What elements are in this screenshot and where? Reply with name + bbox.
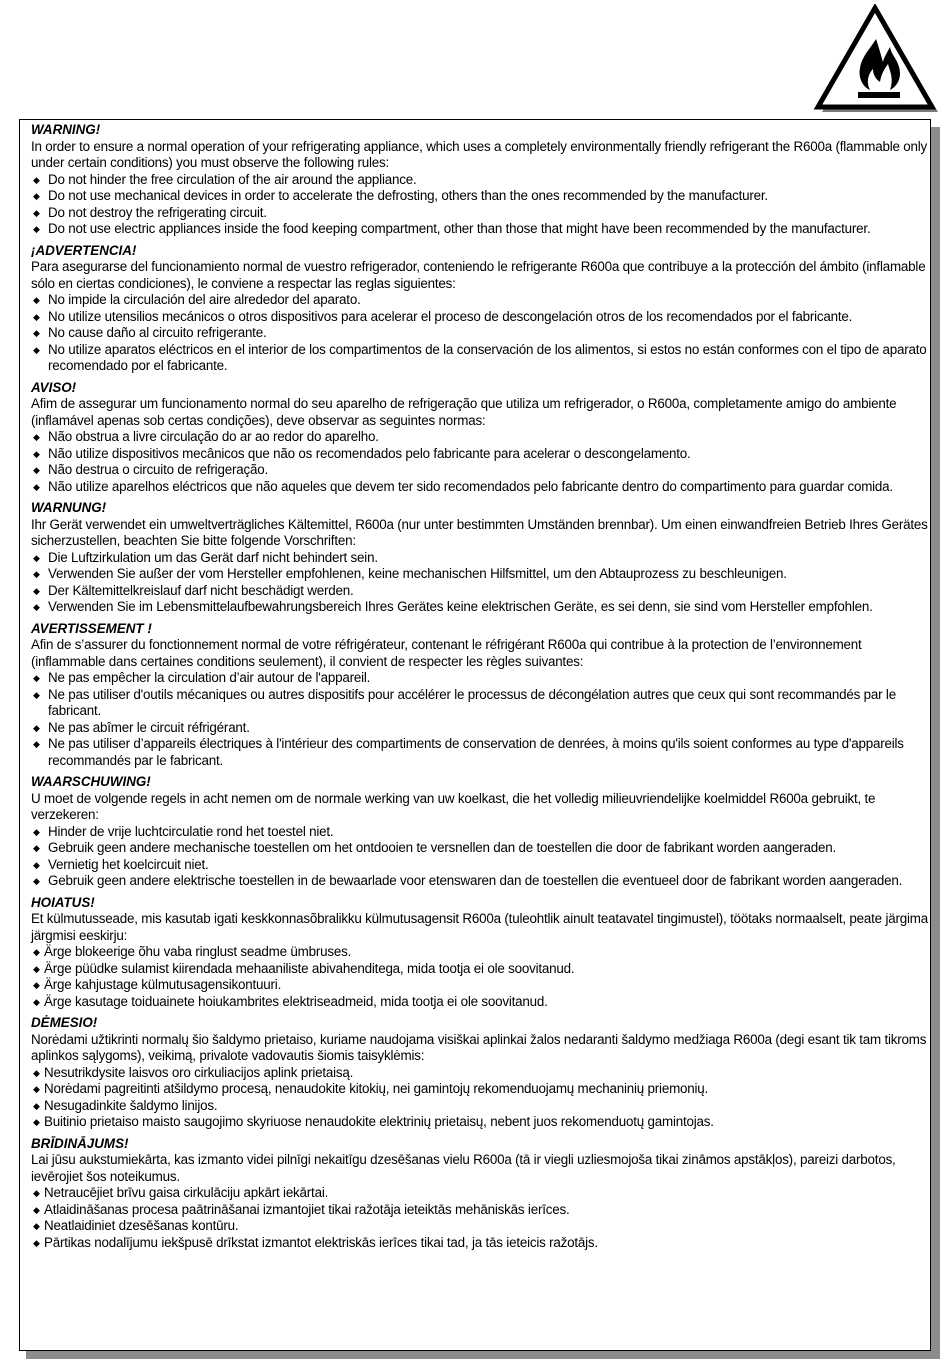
section-intro: Afim de assegurar um funcionamento normal do seu aparelho de refrigeração que utiliza um refrigerador, o R600a, completamente amigo do ambiente (inflamável apenas sob certas condições), deve observar as seguintes normas: [31, 396, 897, 428]
section-heading: DĖMESIO! [31, 1015, 98, 1030]
diamond-bullet-icon: ◆ [33, 673, 40, 683]
rule-item: ◆ Nesutrikdysite laisvos oro cirkuliacijos aplink prietaisą. [33, 1064, 354, 1080]
diamond-bullet-icon: ◆ [33, 191, 40, 201]
rule-list [31, 550, 930, 616]
section-intro: Para asegurarse del funcionamiento normal de vuestro refrigerador, conteniendo le refrigerante R600a que contribuye a la protección del ámbito (inflamable sólo en ciertas condiciones), le conviene a respectar las reglas siguientes: [31, 259, 926, 291]
rule-item: ◆ Norėdami pagreitinti atšildymo procesą, nenaudokite kitokių, nei gamintojų rekomenduojamų mechaninių priemonių. [33, 1081, 709, 1096]
rule-list [31, 1065, 930, 1131]
diamond-bullet-icon: ◆ [33, 843, 40, 853]
flammable-warning-icon [810, 4, 944, 118]
diamond-bullet-icon: ◆ [33, 1084, 40, 1094]
diamond-bullet-icon: ◆ [33, 1188, 40, 1198]
diamond-bullet-icon: ◆ [33, 328, 40, 338]
section-intro: Ihr Gerät verwendet ein umweltverträgliches Kältemittel, R600a (nur unter bestimmten Umständen brennbar). Um einen einwandfreien Betrieb Ihres Gerätes sicherzustellen, beachten Sie bitte folgende Vorschriften: [31, 516, 928, 548]
rule-item: ◆ Vernietig het koelcircuit niet. [33, 856, 209, 872]
section-intro: Norėdami užtikrinti normalų šio šaldymo prietaiso, kuriame naudojama visiškai aplinkai žalos nedaranti šaldymo medžiaga R600a (degi esant tik tam tikroms aplinkos sąlygoms), veikimą, privalote vadovautis šiomis taisyklėmis: [31, 1031, 927, 1063]
diamond-bullet-icon: ◆ [33, 996, 40, 1007]
rule-item: ◆ Der Kältemittelkreislauf darf nicht beschädigt werden. [33, 582, 354, 598]
diamond-bullet-icon: ◆ [33, 876, 40, 886]
warning-section-lv [31, 1136, 930, 1252]
diamond-bullet-icon: ◆ [33, 585, 40, 596]
rule-item: ◆ No utilize aparatos eléctricos en el interior de los compartimentos de la conservación de los alimentos, si estos no están conformes con el tipo de aparato recomendado por el fabricante. [33, 341, 927, 373]
rule-item: ◆ Ne pas empêcher la circulation d’air autour de l'appareil. [33, 670, 371, 685]
section-heading: WARNING! [31, 122, 101, 137]
warning-section-lt [31, 1015, 930, 1131]
rule-item: ◆ Die Luftzirkulation um das Gerät darf nicht behindert sein. [33, 549, 378, 565]
rule-item: ◆ Neatlaidiniet dzesēšanas kontūru. [33, 1218, 239, 1233]
section-heading: AVISO! [31, 379, 77, 395]
rule-item: ◆ Pārtikas nodalījumu iekšpusē drīkstat izmantot elektriskās ierīces tikai tad, ja tās ieteicis ražotājs. [33, 1234, 598, 1250]
section-intro: Afin de s’assurer du fonctionnement normal de votre réfrigérateur, contenant le réfrigérant R600a qui contribue à la protection de l’environnement (inflammable dans certaines conditions seulement), il convient de respecter les règles suivantes: [31, 637, 862, 669]
section-heading: WAARSCHUWING! [31, 774, 151, 789]
rule-item: ◆ Buitinio prietaiso maisto saugojimo skyriuose nenaudokite elektrinių prietaisų, nebent juos rekomenduotų gamintojas. [33, 1114, 714, 1129]
rule-item: ◆ Não obstrua a livre circulação do ar ao redor do aparelho. [33, 429, 379, 444]
rule-item: ◆ Não utilize dispositivos mecânicos que não os recomendados pelo fabricante para acelerar o descongelamento. [33, 445, 691, 461]
section-heading: AVERTISSEMENT ! [31, 620, 152, 636]
rule-item: ◆ Gebruik geen andere mechanische toestellen om het ontdooien te versnellen dan de toestellen die door de fabrikant worden aangeraden. [33, 840, 837, 855]
rule-item: ◆ Ärge kasutage toiduainete hoiukambrites elektriseadmeid, mida tootja ei ole soovitanud. [33, 993, 548, 1009]
rule-item: ◆ Do not use electric appliances inside the food keeping compartment, other than those that might have been recommended by the manufacturer. [33, 221, 871, 236]
diamond-bullet-icon: ◆ [33, 1067, 40, 1078]
rule-list [31, 429, 930, 495]
rule-list [31, 670, 930, 769]
diamond-bullet-icon: ◆ [33, 689, 40, 700]
diamond-bullet-icon: ◆ [33, 602, 40, 612]
diamond-bullet-icon: ◆ [33, 174, 40, 185]
rule-item: ◆ Do not destroy the refrigerating circuit. [33, 204, 267, 220]
rule-item: ◆ Não utilize aparelhos eléctricos que não aqueles que devem ter sido recomendados pelo fabricante dentro do compartimento para guardar comida. [33, 478, 893, 494]
diamond-bullet-icon: ◆ [33, 859, 40, 870]
rule-list [31, 944, 930, 1010]
diamond-bullet-icon: ◆ [33, 1221, 40, 1231]
section-heading: HOIATUS! [31, 894, 95, 910]
rule-item: ◆ Gebruik geen andere elektrische toestellen in de bewaarlade voor etenswaren dan de toestellen die eventueel door de fabrikant worden aangeraden. [33, 873, 903, 888]
diamond-bullet-icon: ◆ [33, 224, 40, 234]
rule-list [31, 1185, 930, 1251]
diamond-bullet-icon: ◆ [33, 722, 40, 733]
diamond-bullet-icon: ◆ [33, 826, 40, 837]
diamond-bullet-icon: ◆ [33, 980, 40, 990]
warning-section-en [31, 122, 930, 238]
diamond-bullet-icon: ◆ [33, 739, 40, 749]
diamond-bullet-icon: ◆ [33, 569, 40, 579]
rule-list [31, 172, 930, 238]
rule-item: ◆ Verwenden Sie im Lebensmittelaufbewahrungsbereich Ihres Gerätes keine elektrischen Geräte, es sei denn, sie sind vom Hersteller empfohlen. [33, 599, 873, 614]
rule-item: ◆ No utilize utensilios mecánicos o otros dispositivos para acelerar el proceso de descongelación otros de los recomendados por el fabricante. [33, 308, 853, 324]
section-intro: Et külmutusseade, mis kasutab igati keskkonnasõbralikku külmutusagensit R600a (tuleohtlik ainult teatavatel tingimustel), töötaks normaalselt, peate järgima järgmisi eeskirju: [31, 911, 928, 943]
diamond-bullet-icon: ◆ [33, 552, 40, 563]
diamond-bullet-icon: ◆ [33, 1100, 40, 1111]
rule-item: ◆ Ärge kahjustage külmutusagensikontuuri. [33, 977, 282, 992]
diamond-bullet-icon: ◆ [33, 207, 40, 218]
rule-item: ◆ Hinder de vrije luchtcirculatie rond het toestel niet. [33, 823, 334, 839]
section-intro: In order to ensure a normal operation of your refrigerating appliance, which uses a completely environmentally friendly refrigerant the R600a (flammable only under certain conditions) you must observe the following rules: [31, 138, 928, 170]
section-intro: Lai jūsu aukstumiekārta, kas izmanto videi pilnīgi nekaitīgu dzesēšanas vielu R600a (tā ir viegli uzliesmojoša tikai zināmos apstākļos), pareizi darbotos, ievērojiet šos noteikumus. [31, 1152, 896, 1184]
diamond-bullet-icon: ◆ [33, 295, 40, 305]
diamond-bullet-icon: ◆ [33, 432, 40, 442]
diamond-bullet-icon: ◆ [33, 947, 40, 957]
rule-item: ◆ Verwenden Sie außer der vom Hersteller empfohlenen, keine mechanischen Hilfsmittel, um den Abtauprozess zu beschleunigen. [33, 566, 787, 581]
warning-section-nl [31, 774, 930, 890]
warning-section-et [31, 895, 930, 1011]
rule-item: ◆ No cause daño al circuito refrigerante. [33, 325, 267, 340]
rule-item: ◆ Ne pas utiliser d'outils mécaniques ou autres dispositifs pour accélérer le processus de décongélation autres que ceux qui sont recommandés par le fabricant. [33, 686, 896, 718]
section-heading: BRĪDINĀJUMS! [31, 1135, 129, 1151]
rule-list [31, 824, 930, 890]
rule-item: ◆ Netraucējiet brīvu gaisa cirkulāciju apkārt iekārtai. [33, 1185, 329, 1200]
warning-section-de [31, 500, 930, 616]
diamond-bullet-icon: ◆ [33, 311, 40, 322]
diamond-bullet-icon: ◆ [33, 481, 40, 492]
warning-section-pt [31, 380, 930, 496]
rule-list [31, 292, 930, 375]
diamond-bullet-icon: ◆ [33, 465, 40, 475]
rule-item: ◆ Do not use mechanical devices in order to accelerate the defrosting, others than the ones recommended by the manufacturer. [33, 188, 768, 203]
diamond-bullet-icon: ◆ [33, 1237, 40, 1248]
warning-section-es [31, 243, 930, 375]
rule-item: ◆ Não destrua o circuito de refrigeração. [33, 462, 268, 477]
diamond-bullet-icon: ◆ [33, 1117, 40, 1127]
rule-item: ◆ Ärge blokeerige õhu vaba ringlust seadme ümbruses. [33, 944, 352, 959]
warning-section-fr [31, 621, 930, 770]
diamond-bullet-icon: ◆ [33, 344, 40, 355]
rule-item: ◆ Atlaidināšanas procesa paātrināšanai izmantojiet tikai ražotāja ieteiktās mehāniskās ierīces. [33, 1201, 570, 1217]
rule-item: ◆ Do not hinder the free circulation of the air around the appliance. [33, 171, 417, 187]
section-intro: U moet de volgende regels in acht nemen om de normale werking van uw koelkast, die het volledig milieuvriendelijke koelmiddel R600a gebruikt, te verzekeren: [31, 790, 876, 822]
section-heading: WARNUNG! [31, 500, 107, 515]
rule-item: ◆ Nesugadinkite šaldymo linijos. [33, 1097, 218, 1113]
section-heading: ¡ADVERTENCIA! [31, 242, 137, 258]
diamond-bullet-icon: ◆ [33, 963, 40, 974]
diamond-bullet-icon: ◆ [33, 448, 40, 459]
diamond-bullet-icon: ◆ [33, 1204, 40, 1215]
warning-panel [19, 119, 931, 1351]
rule-item: ◆ No impide la circulación del aire alrededor del aparato. [33, 292, 361, 307]
rule-item: ◆ Ne pas abîmer le circuit réfrigérant. [33, 719, 250, 735]
rule-item: ◆ Ärge püüdke sulamist kiirendada mehaaniliste abivahenditega, mida tootja ei ole soovitanud. [33, 960, 575, 976]
rule-item: ◆ Ne pas utiliser d’appareils électriques à l'intérieur des compartiments de conservation de denrées, à moins qu'ils soient conformes au type d'appareils recommandés par le fabricant. [33, 736, 904, 768]
